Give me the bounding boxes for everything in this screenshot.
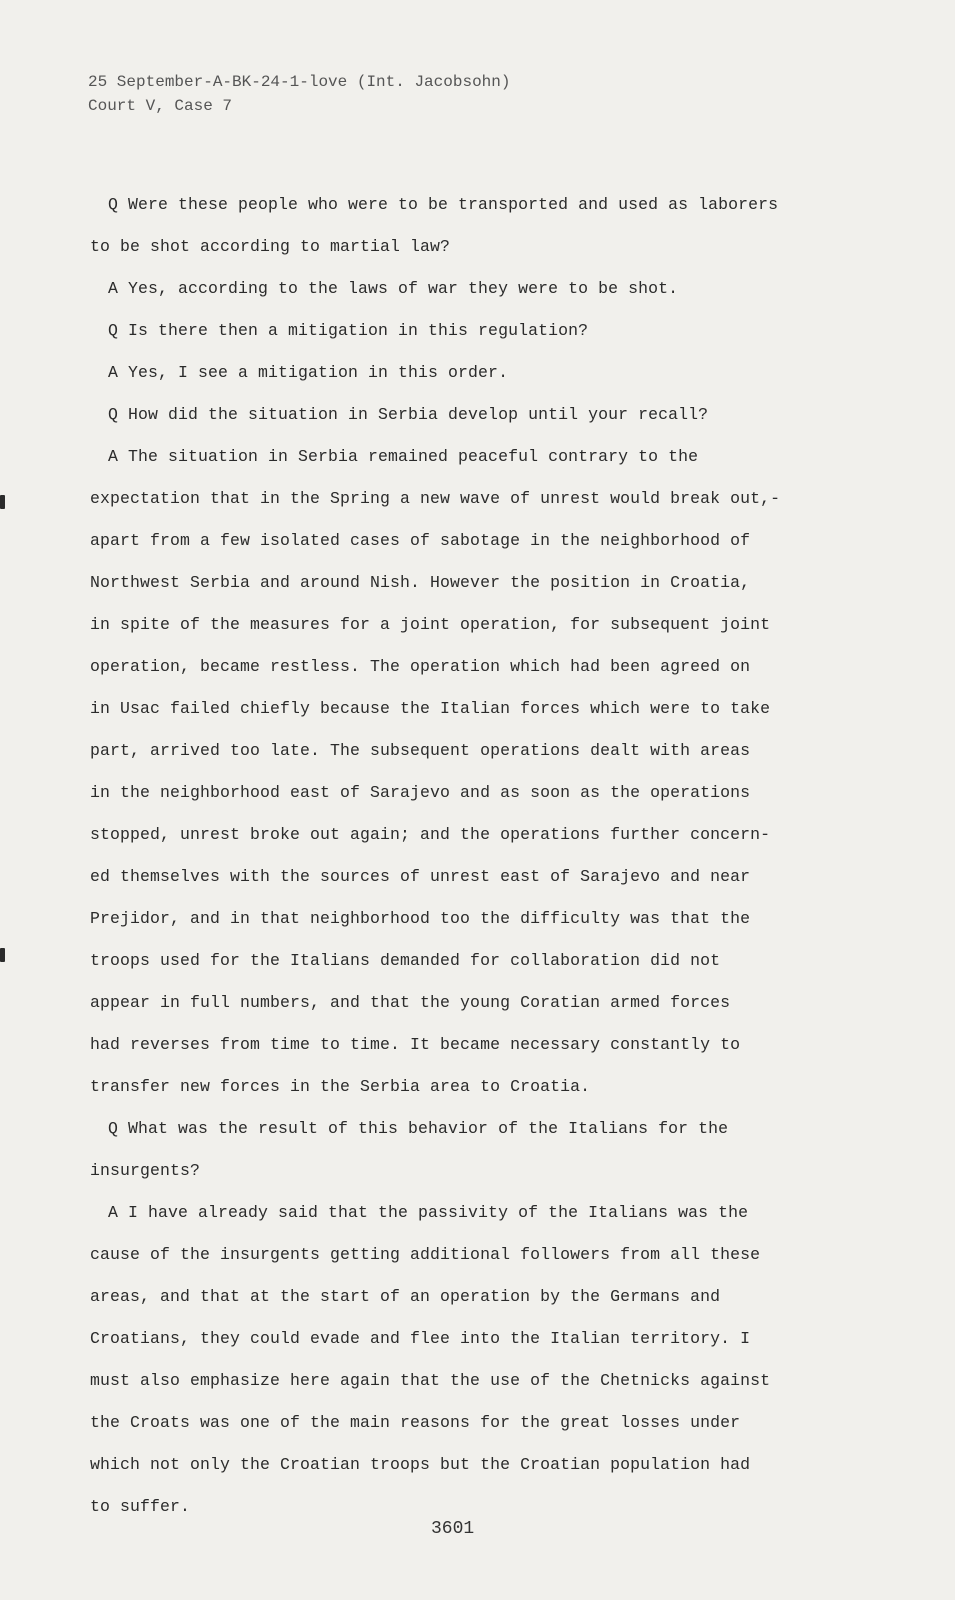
transcript-line: Q What was the result of this behavior of the Italians for the [108,1119,729,1138]
transcript-line: to suffer. [90,1497,191,1516]
transcript-line: transfer new forces in the Serbia area to Croatia. [90,1077,591,1096]
transcript-line: troops used for the Italians demanded for collaboration did not [90,951,721,970]
transcript-line: Croatians, they could evade and flee into the Italian territory. I [90,1329,751,1348]
header-session-line: 25 September-A-BK-24-1-love (Int. Jacobsohn) [88,73,511,91]
transcript-line: ed themselves with the sources of unrest east of Sarajevo and near [90,867,751,886]
transcript-line: the Croats was one of the main reasons for the great losses under [90,1413,741,1432]
margin-mark [0,495,5,509]
transcript-line: areas, and that at the start of an operation by the Germans and [90,1287,721,1306]
transcript-line: apart from a few isolated cases of sabotage in the neighborhood of [90,531,751,550]
transcript-line: A I have already said that the passivity of the Italians was the [108,1203,749,1222]
transcript-line: expectation that in the Spring a new wave of unrest would break out,- [90,489,781,508]
margin-mark [0,948,5,962]
transcript-line: had reverses from time to time. It became necessary constantly to [90,1035,741,1054]
transcript-line: Q Were these people who were to be transported and used as laborers [108,195,779,214]
transcript-line: appear in full numbers, and that the young Coratian armed forces [90,993,731,1012]
transcript-line: in Usac failed chiefly because the Italian forces which were to take [90,699,771,718]
transcript-line: operation, became restless. The operation which had been agreed on [90,657,751,676]
transcript-line: stopped, unrest broke out again; and the operations further concern- [90,825,771,844]
page-number: 3601 [431,1519,475,1539]
transcript-line: part, arrived too late. The subsequent operations dealt with areas [90,741,751,760]
transcript-line: Prejidor, and in that neighborhood too the difficulty was that the [90,909,751,928]
transcript-line: cause of the insurgents getting additional followers from all these [90,1245,761,1264]
header-court-line: Court V, Case 7 [88,97,233,115]
transcript-line: A The situation in Serbia remained peaceful contrary to the [108,447,699,466]
transcript-body [90,193,810,1537]
transcript-line: Q How did the situation in Serbia develop until your recall? [108,405,709,424]
transcript-line: in spite of the measures for a joint operation, for subsequent joint [90,615,771,634]
document-header [88,70,510,118]
transcript-line: to be shot according to martial law? [90,237,451,256]
transcript-line: which not only the Croatian troops but the Croatian population had [90,1455,751,1474]
transcript-line: insurgents? [90,1161,201,1180]
transcript-line: A Yes, according to the laws of war they were to be shot. [108,279,679,298]
transcript-line: Q Is there then a mitigation in this regulation? [108,321,589,340]
transcript-line: in the neighborhood east of Sarajevo and as soon as the operations [90,783,751,802]
transcript-line: Northwest Serbia and around Nish. However the position in Croatia, [90,573,751,592]
transcript-line: A Yes, I see a mitigation in this order. [108,363,509,382]
transcript-line: must also emphasize here again that the use of the Chetnicks against [90,1371,771,1390]
